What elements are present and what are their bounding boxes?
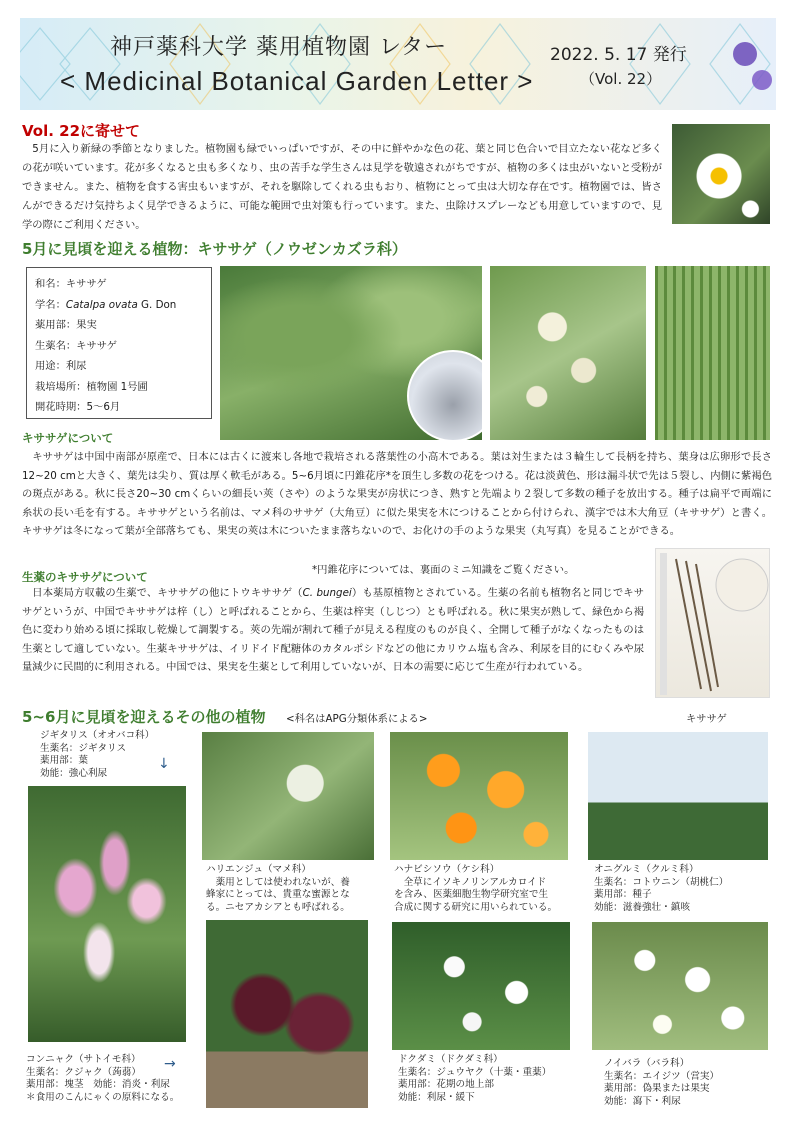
info-yakuyobu: 薬用部：果実: [35, 319, 97, 331]
about-text: キササゲは中国中南部が原産で、日本には古くに渡来し各地で栽培される落葉性の小高木である。葉は対生または３輪生して長柄を持ち、葉身は広卵形で長さ12~20 cmと大きく、葉先は尖り、質は厚く軟毛がある。5~6月頃に円錐花序*を頂生し多数の花をつける。花は淡黄色、形は漏斗状で先は５裂し、内側に紫褐色の斑点がある。秋に長さ20~30 cmくらいの細長い莢（さや）のような果実が房状につき、熟すと先端より２裂して多数の種子を放出する。種子は扁平で両端に糸状の長い毛を有する。キササゲという名前は、マメ科のササゲ（大角豆）に似た果実を木につけることから付けられ、漢字では木大角豆（キササゲ）と書く。キササゲは冬になって葉が全部落ちても、果実の莢は木についたまま落ちないので、お化けの手のような果実（丸写真）を見ることができる。: [22, 451, 772, 538]
featured-heading: 5月に見頃を迎える植物：キササゲ（ノウゼンカズラ科）: [22, 240, 407, 258]
foxglove-photo: [28, 786, 186, 1042]
robinia-photo: [202, 732, 374, 860]
others-note: <科名はAPG分類体系による>: [286, 713, 428, 725]
arrow-right-icon: →: [164, 1056, 176, 1072]
dokudami-caption: ドクダミ（ドクダミ科） 生薬名：ジュウヤク（十薬・重薬） 薬用部：花期の地上部 効能：利尿・緩下: [398, 1054, 552, 1103]
header-banner: [20, 18, 776, 110]
info-shoyakumei: 生薬名：キササゲ: [35, 339, 117, 352]
bellflower-icon: [733, 42, 772, 90]
poppy-caption: ハナビシソウ（ケシ科） 全草にイソキノリンアルカロイド を含み、医薬細胞生物学研究室で生 合成に関する研究に用いられている。: [394, 864, 558, 913]
kisasage-pods-photo: [655, 266, 770, 440]
info-saibai: 栽培場所：植物園 1号圃: [35, 380, 148, 393]
noibara-photo: [592, 922, 768, 1050]
plant-info-box: [26, 267, 212, 419]
intro-heading: Vol. 22に寄せて: [22, 122, 141, 140]
dokudami-photo: [392, 922, 570, 1050]
crude-drug-heading: 生薬のキササゲについて: [22, 570, 148, 584]
others-heading: 5~6月に見頃を迎えるその他の植物: [22, 708, 266, 726]
foxglove-caption: ジギタリス（オオバコ科） 生薬名：ジギタリス 薬用部：葉 効能：強心利尿: [40, 730, 155, 779]
info-yoto: 用途：利尿: [35, 360, 87, 372]
about-heading: キササゲについて: [22, 431, 114, 445]
title-en: < Medicinal Botanical Garden Letter >: [60, 66, 534, 96]
issue-date: 2022. 5. 17 発行: [550, 45, 687, 65]
info-wamei: 和名：キササゲ: [35, 278, 107, 290]
footnote: *円錐花序については、裏面のミニ知識をご覧ください。: [312, 564, 575, 576]
walnut-photo: [588, 732, 768, 860]
walnut-caption: オニグルミ（クルミ科） 生薬名：コトウニン（胡桃仁） 薬用部：種子 効能：滋養強壮・鎮咳: [594, 864, 729, 913]
konjac-photo: [206, 920, 368, 1108]
kisasage-flowers-photo: [490, 266, 646, 440]
daisy-photo: [672, 124, 770, 224]
title-jp: 神戸薬科大学 薬用植物園 レター: [110, 35, 448, 60]
dried-fruit-caption: キササゲ: [686, 713, 727, 725]
robinia-caption: ハリエンジュ（マメ科） 薬用としては使われないが、養 蜂家にとっては、貴重な蜜源とな る。ニセアカシアとも呼ばれる。: [206, 864, 350, 913]
dried-fruit-photo: [655, 548, 770, 698]
winter-fruit-inset-photo: [407, 350, 482, 440]
issue-volume: （Vol. 22）: [580, 70, 662, 88]
crude-drug-text: 日本薬局方収載の生薬で、キササゲの他にトウキササゲ（C. bungei）も基原植物とされている。生薬の名前も植物名と同じでキササゲというが、中国でキササゲは梓（し）と呼ばれることから、生薬は梓実（しじつ）とも呼ばれる。秋に果実が熟して、緑色から褐色に変わり始める頃に採取し乾燥して調製する。莢の先端が割れて種子が見える程度のものが良く、全開して種子がなくなったものは生薬として適していない。生薬キササゲは、イリドイド配糖体のカタルポシドなどの他にカリウム塩も含み、利尿を目的にむくみや尿量減少に民間的に利用される。中国では、果実を生薬として利用していないが、日本の需要に応じて生産が行われている。: [22, 587, 644, 674]
intro-text: 5月に入り新緑の季節となりました。植物園も緑でいっぱいですが、その中に鮮やかな色の花、葉と同じ色合いで目立たない花など多くの花が咲いています。花が多くなると虫も多くなり、虫の苦手な学生さんは見学を敬遠されがちですが、植物の多くは虫がいないと受粉ができません。また、植物を食する害虫もいますが、それを駆除してくれる虫もおり、植物にとって虫は大切な存在です。植物園では、皆さんができるだけ気持ちよく見学できるように、可能な範囲で虫対策も行っています。また、虫除けスプレーなども用意していますので、見学の際にご利用ください。: [22, 143, 662, 231]
info-gakumei: 学名：Catalpa ovata G. Don: [35, 298, 177, 311]
info-kaika: 開花時期：5～6月: [35, 401, 121, 413]
konjac-caption: コンニャク（サトイモ科） 生薬名：クジャク（蒟蒻） 薬用部：塊茎 効能：消炎・利尿 ＊食用のこんにゃくの原料になる。: [26, 1054, 180, 1103]
noibara-caption: ノイバラ（バラ科） 生薬名：エイジツ（営実） 薬用部：偽果または果実 効能：瀉下・利尿: [604, 1058, 720, 1107]
arrow-down-icon: ↓: [158, 756, 170, 772]
kisasage-leaves-photo: [220, 266, 482, 440]
california-poppy-photo: [390, 732, 568, 860]
